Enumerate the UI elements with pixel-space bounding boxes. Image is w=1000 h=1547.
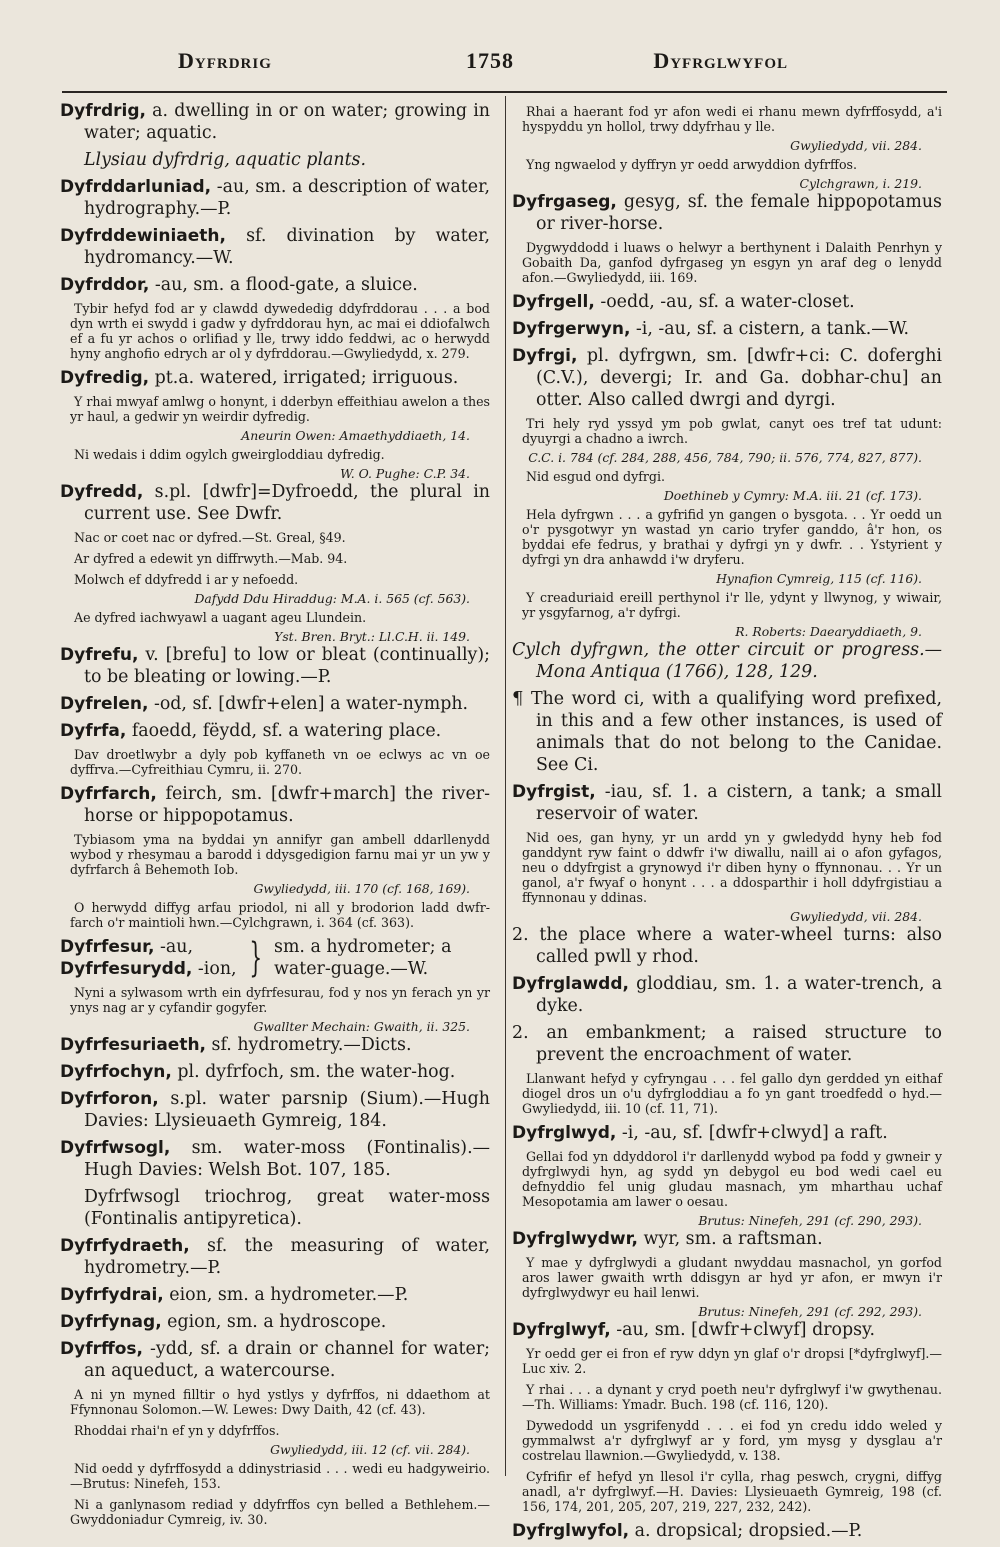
usage-note [512, 688, 942, 776]
entry-dyfredd [60, 481, 490, 525]
entry-dyfrfa [60, 720, 490, 742]
headword: Dyfrgell, [512, 292, 595, 312]
definition-line: sm. a hydrometer; a [274, 937, 452, 957]
quotation: Ni wedais i ddim ogylch gweirgloddiau dyfredig. [74, 447, 385, 462]
definition: faoedd, fëydd, sf. a watering place. [126, 721, 442, 741]
entry-dyfrddarluniad [60, 176, 490, 220]
headword: Dyfrffos, [60, 1339, 143, 1359]
citation: C.C. i. 784 (cf. 284, 288, 456, 784, 790; ii. 576, 774, 827, 877). [528, 450, 922, 465]
sub-sense: Llysiau dyfrdrig, aquatic plants. [84, 150, 367, 170]
quotation: Molwch ef ddyfredd i ar y nefoedd. [74, 572, 299, 587]
citation: Doethineb y Cymry: M.A. iii. 21 (cf. 173). [663, 488, 922, 503]
entry-dyfrglwydwr [512, 1228, 942, 1250]
citation: Brutus: Ninefeh, 291 (cf. 290, 293). [698, 1213, 922, 1228]
entry-dyfrglwyd [512, 1122, 942, 1144]
entry-dyfrddor [60, 274, 490, 296]
quotation: Ar dyfred a edewit yn diffrwyth.—Mab. 94. [74, 551, 348, 566]
quotation: Cyfrifir ef hefyd yn llesol i'r cylla, rhag peswch, crygni, diffyg anadl, a'r dyfrglwyf.—H. Davies: Llysieuaeth Gymreig, 198 (cf. 156, 174, 201, 205, 207, 219, 227, 232, 242). [522, 1469, 942, 1514]
sub-sense: Dyfrfwsogl triochrog, great water-moss (Fontinalis antipyretica). [84, 1187, 490, 1229]
entry-dyfrgerwyn [512, 318, 942, 340]
headword: Dyfrdrig, [60, 101, 146, 121]
entry-dyfrgaseg [512, 191, 942, 235]
headword: Dyfrglwyf, [512, 1320, 611, 1340]
citation: Dafydd Ddu Hiraddug: M.A. i. 565 (cf. 563). [194, 591, 470, 606]
entry-dyfrgist [512, 781, 942, 825]
headword: Dyfrfynag, [60, 1312, 162, 1332]
definition: sf. divination by water, hydromancy.—W. [84, 226, 490, 268]
headword: Dyfrglwyd, [512, 1123, 617, 1143]
definition: feirch, sm. [dwfr+march] the river-horse or hippopotamus. [84, 784, 490, 826]
definition: sf. the measuring of water, hydrometry.—P. [84, 1236, 490, 1278]
inflection: -ion, [192, 959, 237, 979]
definition: -au, sm. a description of water, hydrography.—P. [84, 177, 490, 219]
entry-dyfrfwsogl [60, 1137, 490, 1181]
definition: s.pl. [dwfr]=Dyfroedd, the plural in current use. See Dwfr. [84, 482, 490, 524]
headword: Dyfrgerwyn, [512, 319, 631, 339]
headword: Dyfrddor, [60, 275, 150, 295]
definition: -i, -au, sf. [dwfr+clwyd] a raft. [616, 1123, 888, 1143]
entry-dyfrdrig [60, 100, 490, 144]
entry-dyfrgell [512, 291, 942, 313]
quotation: Ni a ganlynasom rediad y ddyfrffos cyn belled a Bethlehem.—Gwyddoniadur Cymreig, iv. 30. [70, 1497, 490, 1527]
definition: s.pl. water parsnip (Sium).—Hugh Davies: Llysieuaeth Gymreig, 184. [84, 1089, 490, 1131]
running-head [0, 40, 1000, 80]
sub-sense: Cylch dyfrgwn, the otter circuit or progress.—Mona Antiqua (1766), 128, 129. [512, 640, 942, 682]
headword: Dyfredd, [60, 482, 144, 502]
headword: Dyfrgist, [512, 782, 596, 802]
citation: Gwyliedydd, iii. 170 (cf. 168, 169). [253, 881, 470, 896]
definition: eion, sm. a hydrometer.—P. [163, 1285, 409, 1305]
quotation: Gellai fod yn ddyddorol i'r darllenydd wybod pa fodd y gwneir y dyfrglwydi hyn, ag sydd yn debygol eu bod wedi cael eu defnyddio fel unig gludau masnach, ym mharthau uchaf Mesopotamia am lawer o oesau. [522, 1149, 942, 1209]
entry-dyfrfochyn [60, 1061, 490, 1083]
citation: Yst. Bren. Bryt.: Ll.C.H. ii. 149. [274, 629, 470, 644]
quotation: Llanwant hefyd y cyfryngau . . . fel gallo dyn gerdded yn eithaf diogel dros un o'u dyfrgloddiau a fo yn gant troedfedd o hyd.—Gwyliedydd, iii. 10 (cf. 11, 71). [522, 1071, 942, 1116]
definition: gesyg, sf. the female hippopotamus or river-horse. [536, 192, 942, 234]
quotation: Y creaduriaid ereill perthynol i'r lle, ydynt y llwynog, y wiwair, yr ysgyfarnog, a'r dyfrgi. [522, 590, 942, 620]
entry-dyfrforon [60, 1088, 490, 1132]
headword: Dyfredig, [60, 368, 150, 388]
entry-dyfrglawdd [512, 973, 942, 1017]
quotation: Nyni a sylwasom wrth ein dyfrfesurau, fod y nos yn ferach yn yr ynys nag ar y cyfandir gogyfer. [70, 985, 490, 1015]
quotation: Y rhai . . . a dynant y cryd poeth neu'r dyfrglwyf i'w gwythenau.—Th. Williams: Ymadr. Buch. 198 (cf. 116, 120). [522, 1382, 942, 1412]
entry-dyfrefu [60, 644, 490, 688]
citation: Gwyliedydd, vii. 284. [790, 909, 922, 924]
definition: a. dwelling in or on water; growing in water; aquatic. [84, 101, 490, 143]
quotation: Tybir hefyd fod ar y clawdd dywededig ddyfrddorau . . . a bod dyn wrth ei swydd i gadw y dyfrddorau hyn, ac mai ei ddiofalwch ef a fu yr achos o orlifiad y lle, trwy iddo feddwi, ac o herwydd hyny anghofio edrych ar ol y dyfrddorau.—Gwyliedydd, x. 279. [70, 301, 490, 361]
header-rule [62, 91, 947, 93]
headword: Dyfrfydrai, [60, 1285, 164, 1305]
quotation: Nac or coet nac or dyfred.—St. Greal, §49. [74, 530, 346, 545]
definition-line: water-guage.—W. [274, 959, 429, 979]
quotation: Yr oedd ger ei fron ef ryw ddyn yn glaf o'r dropsi [*dyfrglwyf].—Luc xiv. 2. [522, 1346, 942, 1376]
quotation: Yng ngwaelod y dyffryn yr oedd arwyddion dyfrffos. [526, 157, 857, 172]
quotation: O herwydd diffyg arfau priodol, ni all y brodorion ladd dwfr-farch o'r maintioli hwn.—Cylchgrawn, i. 364 (cf. 363). [70, 900, 490, 930]
citation: R. Roberts: Daearyddiaeth, 9. [735, 624, 922, 639]
definition: -oedd, -au, sf. a water-closet. [594, 292, 855, 312]
citation: W. O. Pughe: C.P. 34. [340, 466, 470, 481]
headword: Dyfrglawdd, [512, 974, 629, 994]
quotation: Nid oes, gan hyny, yr un ardd yn y gwledydd hyny heb fod ganddynt ryw faint o ddwfr i'w diwallu, naill ai o afon gyfagos, neu o ddyfrgist a grynowyd i'r diben hyny o ffynnonau. . . Yr un ganol, a'r fwyaf o honynt . . . a ddosparthir i holl ddyfrgistiau a ffynnonau y ddinas. [522, 830, 942, 905]
quotation: Dywedodd un ysgrifenydd . . . ei fod yn credu iddo weled y gymmalwst a'r dyfrglwyf ar y ford, ym mysg y dysglau a'r costrelau llawnion.—Gwyliedydd, v. 138. [522, 1418, 942, 1463]
definition: -iau, sf. 1. a cistern, a tank; a small reservoir of water. [536, 782, 942, 824]
definition: v. [brefu] to low or bleat (continually); to be bleating or lowing.—P. [84, 645, 490, 687]
column-divider [505, 96, 506, 1476]
right-column [512, 100, 942, 1547]
definition [274, 936, 490, 980]
definition: -ydd, sf. a drain or channel for water; an aqueduct, a watercourse. [84, 1339, 490, 1381]
definition: -od, sf. [dwfr+elen] a water-nymph. [148, 694, 469, 714]
definition: pl. dyfrgwn, sm. [dwfr+ci: C. doferghi (C.V.), devergi; Ir. and Ga. dobhar-chu] an otter. Also called dwrgi and dyrgi. [536, 346, 942, 410]
headword: Dyfrfwsogl, [60, 1138, 171, 1158]
entry-dyfrfarch [60, 783, 490, 827]
entry-dyfrfynag [60, 1311, 490, 1333]
entry-dyfrfydrai [60, 1284, 490, 1306]
quotation: Y mae y dyfrglwydi a gludant nwyddau masnachol, yn gorfod aros lawer gwaith wrth ddisgyn ar hyd yr afon, er mwyn i'r dyfrglwydwyr eu hail lenwi. [522, 1255, 942, 1300]
entry-dyfrglwyf [512, 1319, 942, 1341]
definition: sm. water-moss (Fontinalis).—Hugh Davies: Welsh Bot. 107, 185. [84, 1138, 490, 1180]
headword: Dyfrfesur, [60, 937, 155, 957]
sub-sense: 2. an embankment; a raised structure to prevent the encroachment of water. [512, 1023, 942, 1065]
sub-sense: 2. the place where a water-wheel turns: also called pwll y rhod. [512, 925, 942, 967]
quotation: Tri hely ryd yssyd ym pob gwlat, canyt oes tref tat udunt: dyuyrgi a chadno a iwrch. [522, 416, 942, 446]
headword: Dyfrddarluniad, [60, 177, 212, 197]
quotation: Hela dyfrgwn . . . a gyfrifid yn gangen o bysgota. . . Yr oedd un o'r pysgotwyr yn wastad yn cario tryfer ganddo, â'r hon, os byddai efe fedrus, y brathai y dyfrgi yn y dwfr. . . Ystyrient y dyfrgi yn dra anhawdd i'w dryferu. [522, 507, 942, 567]
citation: Hynafion Cymreig, 115 (cf. 116). [716, 571, 922, 586]
headword: Dyfrglwyfol, [512, 1521, 630, 1541]
entry-dyfrfesuriaeth [60, 1034, 490, 1056]
definition: a. dropsical; dropsied.—P. [629, 1521, 863, 1541]
entry-dyfrglwyfol [512, 1520, 942, 1542]
quotation: Dav droetlwybr a dyly pob kyffaneth vn oe eclwys ac vn oe dyffrva.—Cyfreithiau Cymru, ii. 270. [70, 747, 490, 777]
definition: egion, sm. a hydroscope. [161, 1312, 387, 1332]
entry-dyfrgi [512, 345, 942, 411]
quotation: Nid oedd y dyfrffosydd a ddinystriasid . . . wedi eu hadgyweirio.—Brutus: Ninefeh, 153. [70, 1461, 490, 1491]
usage-note-text: The word ci, with a qualifying word prefixed, in this and a few other instances, is used of animals that do not belong to the Canidae. See Ci. [530, 689, 942, 775]
quotation: Nid esgud ond dyfrgi. [526, 469, 665, 484]
citation: Cylchgrawn, i. 219. [799, 176, 922, 191]
headword: Dyfrfesuriaeth, [60, 1035, 207, 1055]
quotation: Tybiasom yma na byddai yn annifyr gan ambell ddarllenydd wybod y rhesymau a barodd i ddysgedigion farnu mai yr un yw y dyfrfarch â Behemoth Iob. [70, 832, 490, 877]
headword: Dyfrfarch, [60, 784, 157, 804]
definition: pl. dyfrfoch, sm. the water-hog. [171, 1062, 456, 1082]
definition: wyr, sm. a raftsman. [637, 1229, 823, 1249]
definition: gloddiau, sm. 1. a water-trench, a dyke. [536, 974, 942, 1016]
citation: Aneurin Owen: Amaethyddiaeth, 14. [241, 428, 470, 443]
entry-dyfrfesur [60, 936, 490, 980]
headword: Dyfrfesurydd, [60, 959, 193, 979]
citation: Gwyliedydd, vii. 284. [790, 138, 922, 153]
entry-dyfrffos [60, 1338, 490, 1382]
quotation: Rhoddai rhai'n ef yn y ddyfrffos. [74, 1423, 280, 1438]
citation: Gwyliedydd, iii. 12 (cf. vii. 284). [270, 1442, 470, 1457]
page-number: 1758 [466, 48, 514, 73]
headword: Dyfrfydraeth, [60, 1236, 190, 1256]
inflection: -au, [154, 937, 193, 957]
quotation: Ae dyfred iachwyawl a uagant ageu Llundein. [74, 610, 367, 625]
paragraph-mark: ¶ [512, 688, 524, 709]
running-head-right: Dyfrglwyfol [653, 48, 788, 73]
headword-group [60, 936, 237, 980]
headword: Dyfrddewiniaeth, [60, 226, 226, 246]
brace-glyph: } [248, 935, 262, 981]
quotation: Dygwyddodd i luaws o helwyr a berthynent i Dalaith Penrhyn y Gobaith Da, ganfod dyfrgaseg yn esgyn yn araf deg o lenydd afon.—Gwyliedydd, iii. 169. [522, 240, 942, 285]
headword: Dyfrglwydwr, [512, 1229, 638, 1249]
citation: Gwallter Mechain: Gwaith, ii. 325. [253, 1019, 470, 1034]
definition: -au, sm. a flood-gate, a sluice. [149, 275, 418, 295]
quotation: Rhai a haerant fod yr afon wedi ei rhanu mewn dyfrffosydd, a'i hyspyddu yn hollol, trwy ddyfrhau y lle. [522, 104, 942, 134]
left-column [60, 100, 490, 1533]
running-head-left: Dyfrdrig [178, 48, 272, 73]
headword: Dyfrgaseg, [512, 192, 617, 212]
entry-dyfrddewiniaeth [60, 225, 490, 269]
headword: Dyfrgi, [512, 346, 578, 366]
headword: Dyfrfochyn, [60, 1062, 172, 1082]
entry-dyfrfydraeth [60, 1235, 490, 1279]
quotation: Y rhai mwyaf amlwg o honynt, i dderbyn effeithiau awelon a thes yr haul, a gedwir yn weirdir dyfredig. [70, 394, 490, 424]
headword: Dyfrfa, [60, 721, 127, 741]
headword: Dyfrelen, [60, 694, 149, 714]
definition: sf. hydrometry.—Dicts. [206, 1035, 412, 1055]
quotation: A ni yn myned filltir o hyd ystlys y dyfrffos, ni ddaethom at Ffynnonau Solomon.—W. Lewes: Dwy Daith, 42 (cf. 43). [70, 1387, 490, 1417]
headword: Dyfrforon, [60, 1089, 159, 1109]
definition: -au, sm. [dwfr+clwyf] dropsy. [610, 1320, 876, 1340]
citation: Brutus: Ninefeh, 291 (cf. 292, 293). [698, 1304, 922, 1319]
definition: pt.a. watered, irrigated; irriguous. [149, 368, 459, 388]
entry-dyfredig [60, 367, 490, 389]
headword: Dyfrefu, [60, 645, 139, 665]
definition: -i, -au, sf. a cistern, a tank.—W. [630, 319, 909, 339]
entry-dyfrelen [60, 693, 490, 715]
